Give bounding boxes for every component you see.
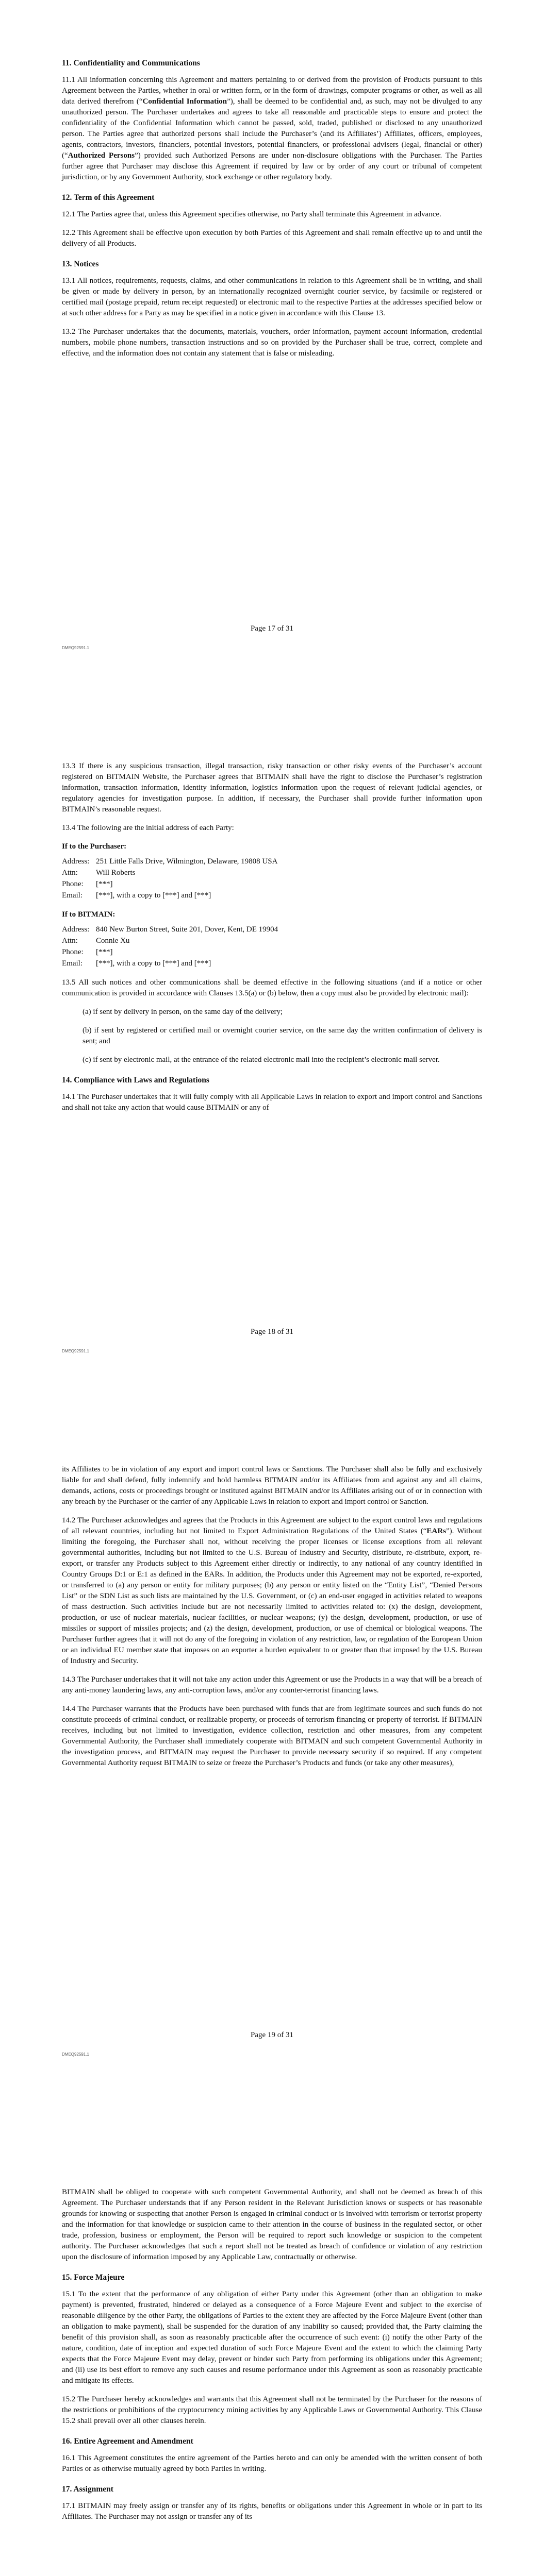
clause-paragraph: 15.1 To the extent that the performance of any obligation of either Party under this Agreement (other than an obligation to make payment) is prevented, frustrated, hindered or delayed as a consequence of a Force Majeure Event and subject to the exercise of reasonable diligence by the other Party, the obligations of Parties to the extent they are affected by the Force Majeure Event (other than an obligation to make payment), shall be suspended for the duration of any inability so caused; provided that, the Party claiming the benefit of this provision shall, as soon as reasonably practicable after the occurrence of such event: (i) notify the other Party of the nature, condition, date of inception and expected duration of such Force Majeure Event and the extent to which the claiming Party expects that the Force Majeure Event may delay, prevent or hinder such Party from performing its obligations under this Agreement; and (ii) use its best effort to remove any such causes and resume performance under this Agreement as soon as reasonably practicable and mitigate its effects. [62,2290,482,2385]
sub-clause-paragraph: (c) if sent by electronic mail, at the entrance of the related electronic mail into the recipient’s electronic mail server. [83,1056,440,1064]
page-number: Page 18 of 31 [251,1328,293,1336]
address-row [62,868,277,879]
document-reference: DMEQ92591.1 [62,646,89,650]
section-heading: 12. Term of this Agreement [62,193,155,202]
page-number: Page 19 of 31 [251,2031,293,2039]
clause-paragraph: its Affiliates to be in violation of any export and import control laws or Sanctions. The Purchaser shall also be fully and exclusively liable for and shall defend, fully indemnify and hold harmless BITMAIN and/or its Affiliates from and against any and all claims, demands, actions, costs or proceedings brought or instituted against BITMAIN and/or its Affiliates arising out of or in connection with any breach by the Purchaser or the carrier of any Applicable Laws in relation to export and import control or Sanction. [62,1465,482,1506]
clause-paragraph: 12.2 This Agreement shall be effective upon execution by both Parties of this Agreement and shall remain effective up to and until the delivery of all Products. [62,229,482,248]
address-row [62,959,278,970]
address-value: [***] [96,948,113,956]
clause-paragraph: BITMAIN shall be obliged to cooperate with such competent Governmental Authority, and shall not be deemed as breach of this Agreement. The Purchaser understands that if any Person resident in the Relevant Jurisdiction knows or suspects or has reasonable grounds for knowing or suspecting that another Person is engaged in criminal conduct or is involved with terrorism or terrorist property and the information for that knowledge or suspicion came to their attention in the course of business in the regulated sector, or other trade, profession, business or employment, the Person will be required to report such knowledge or suspicion to the competent authority. The Purchaser acknowledges that such a report shall not be treated as breach of confidence or violation of any restriction upon the disclosure of information imposed by any Applicable Law, contractually or otherwise. [62,2188,482,2261]
clause-paragraph: 14.4 The Purchaser warrants that the Products have been purchased with funds that are from legitimate sources and such funds do not constitute proceeds of criminal conduct, or realizable property, or proceeds of terrorism financing or property of terrorist. If BITMAIN receives, including but not limited to investigation, evidence collection, restriction and other measures, from any competent Governmental Authority, the Purchaser shall immediately cooperate with BITMAIN and such competent Governmental Authority in the investigation process, and BITMAIN may request the Purchaser to provide necessary security if so required. If any competent Governmental Authority request BITMAIN to seize or freeze the Purchaser’s Products and funds (or take any other measures), [62,1705,482,1767]
clause-paragraph: 12.1 The Parties agree that, unless this Agreement specifies otherwise, no Party shall terminate this Agreement in advance. [62,210,441,218]
section-heading: 14. Compliance with Laws and Regulations [62,1076,209,1084]
section-heading: 11. Confidentiality and Communications [62,59,200,67]
address-label: Attn: [62,937,78,945]
clause-paragraph: 13.4 The following are the initial address of each Party: [62,824,234,832]
clause-paragraph: 14.2 The Purchaser acknowledges and agrees that the Products in this Agreement are subject to the export control laws and regulations of all relevant countries, including but not limited to Export Administration Regulations of the United States (“EARs”). Without limiting the foregoing, the Purchaser shall not, without receiving the proper licenses or license exceptions from all relevant governmental authorities, including but not limited to the U.S. Bureau of Industry and Security, distribute, re-distribute, export, re-export, or transfer any Products subject to this Agreement either directly or indirectly, to any national of any country identified in Country Groups D:1 or E:1 as defined in the EARs. In addition, the Products under this Agreement may not be exported, re-exported, or transferred to (a) any person or entity for military purposes; (b) any person or entity listed on the “Entity List”, “Denied Persons List” or the SDN List as such lists are maintained by the U.S. Government, or (c) an end-user engaged in activities related to weapons of mass destruction. Such activities include but are not necessarily limited to activities related to: (x) the design, development, production, or use of nuclear materials, nuclear facilities, or nuclear weapons; (y) the design, development, production, or use of missiles or support of missiles projects; and (z) the design, development, production, or use of chemical or biological weapons. The Purchaser further agrees that it will not do any of the foregoing in violation of any restriction, law, or regulation of the European Union or an individual EU member state that imposes on an exporter a burden equivalent to or greater than that imposed by the U.S. Bureau of Industry and Security. [62,1516,482,1665]
page-body [62,0,482,359]
address-value: 251 Little Falls Drive, Wilmington, Delaware, 19808 USA [96,857,278,866]
address-value: Will Roberts [96,869,136,877]
document-page [0,703,544,1406]
clause-paragraph: 15.2 The Purchaser hereby acknowledges and warrants that this Agreement shall not be terminated by the Purchaser for the reasons of the restrictions or prohibitions of the cryptocurrency mining activities by any Applicable Laws or Governmental Authority. This Clause 15.2 shall prevail over all other clauses herein. [62,2395,482,2425]
section-heading: 13. Notices [62,260,99,268]
address-row [62,925,278,936]
document-reference: DMEQ92591.1 [62,2052,89,2057]
address-label: Attn: [62,869,78,877]
address-label: Phone: [62,948,84,956]
clause-paragraph: 13.5 All such notices and other communications shall be deemed effective in the following situations (and if a notice or other communication is provided in accordance with Clauses 13.5(a) or (b) below, then a copy must also be provided by electronic mail): [62,978,482,997]
document-reference: DMEQ92591.1 [62,1349,89,1353]
page-body [62,1406,482,1769]
address-row [62,936,278,947]
address-value: [***] [96,880,113,888]
clause-paragraph: 13.1 All notices, requirements, requests, claims, and other communications in relation to this Agreement shall be in writing, and shall be given or made by delivery in person, by an internationally recognized overnight courier service, by facsimile or registered or certified mail (postage prepaid, return receipt requested) or electronic mail to the respective Parties at the addresses specified below or at such other address for a Party as may be specified in a notice given in accordance with this Clause 13. [62,277,482,317]
page-body [62,2110,482,2522]
address-value: Connie Xu [96,937,130,945]
address-block [62,857,277,902]
page-number: Page 17 of 31 [251,624,293,633]
clause-paragraph: 13.3 If there is any suspicious transaction, illegal transaction, risky transaction or other risky events of the Purchaser’s account registered on BITMAIN Website, the Purchaser agrees that BITMAIN shall have the right to disclose the Purchaser’s registration information, transaction information, identity information, logistics information upon the request of relevant judicial agencies, or regulatory agencies for investigation purpose. In addition, if necessary, the Purchaser shall provide further information upon BITMAIN’s reasonable request. [62,762,482,814]
clause-paragraph: 14.3 The Purchaser undertakes that it will not take any action under this Agreement or use the Products in a way that will be a breach of any anti-money laundering laws, any anti-corruption laws, and/or any counter-terrorist financing laws. [62,1675,482,1694]
address-row [62,879,277,891]
document-page [0,1406,544,2110]
party-title: If to BITMAIN: [62,910,116,919]
address-block [62,925,278,970]
address-label: Address: [62,925,90,934]
section-heading: 16. Entire Agreement and Amendment [62,2437,193,2446]
sub-clause-paragraph: (a) if sent by delivery in person, on the same day of the delivery; [83,1008,283,1016]
document-page [0,0,544,703]
section-heading: 15. Force Majeure [62,2273,125,2282]
page-body [62,703,482,1113]
section-heading: 17. Assignment [62,2485,113,2494]
clause-paragraph: 17.1 BITMAIN may freely assign or transfer any of its rights, benefits or obligations under this Agreement in whole or in part to its Affiliates. The Purchaser may not assign or transfer any of its [62,2502,482,2521]
address-label: Email: [62,959,83,968]
clause-paragraph: 16.1 This Agreement constitutes the entire agreement of the Parties hereto and can only be amended with the written consent of both Parties or as otherwise mutually agreed by both Parties in writing. [62,2454,482,2473]
address-label: Phone: [62,880,84,888]
address-value: [***], with a copy to [***] and [***] [96,959,211,968]
address-row [62,857,277,868]
party-title: If to the Purchaser: [62,842,127,851]
clause-paragraph: 14.1 The Purchaser undertakes that it will fully comply with all Applicable Laws in relation to export and import control and Sanctions and shall not take any action that would cause BITMAIN or any of [62,1093,482,1112]
address-value: [***], with a copy to [***] and [***] [96,891,211,900]
address-row [62,891,277,902]
clause-paragraph: 11.1 All information concerning this Agreement and matters pertaining to or derived from the provision of Products pursuant to this Agreement between the Parties, whether in oral or written form, or in the form of drawings, computer programs or other, as well as all data derived therefrom (“Confidential Information”), shall be deemed to be confidential and, as such, may not be divulged to any unauthorized person. The Purchaser undertakes and agrees to take all reasonable and practicable steps to ensure and protect the confidentiality of the Confidential Information which cannot be passed, sold, traded, published or disclosed to any unauthorized person. The Parties agree that authorized persons shall include the Purchaser’s (and its Affiliates’) Affiliates, officers, employees, agents, contractors, investors, financiers, potential investors, potential financiers, or professional advisers (legal, financial or other) (“Authorized Persons”) provided such Authorized Persons are under non-disclosure obligations with the Purchaser. The Parties further agree that Purchaser may disclose this Agreement if required by law or by order of any court or tribunal of competent jurisdiction, or by any Government Authority, stock exchange or other regulatory body. [62,76,483,181]
address-label: Address: [62,857,90,866]
document-page [0,2110,544,2576]
address-row [62,947,278,959]
address-value: 840 New Burton Street, Suite 201, Dover, Kent, DE 19904 [96,925,278,934]
sub-clause-paragraph: (b) if sent by registered or certified mail or overnight courier service, on the same day the written confirmation of delivery is sent; and [83,1026,482,1045]
clause-paragraph: 13.2 The Purchaser undertakes that the documents, materials, vouchers, order information, payment account information, credential numbers, mobile phone numbers, transaction instructions and so on provided by the Purchaser shall be true, correct, complete and effective, and the information does not contain any statement that is false or misleading. [62,328,482,358]
address-label: Email: [62,891,83,900]
